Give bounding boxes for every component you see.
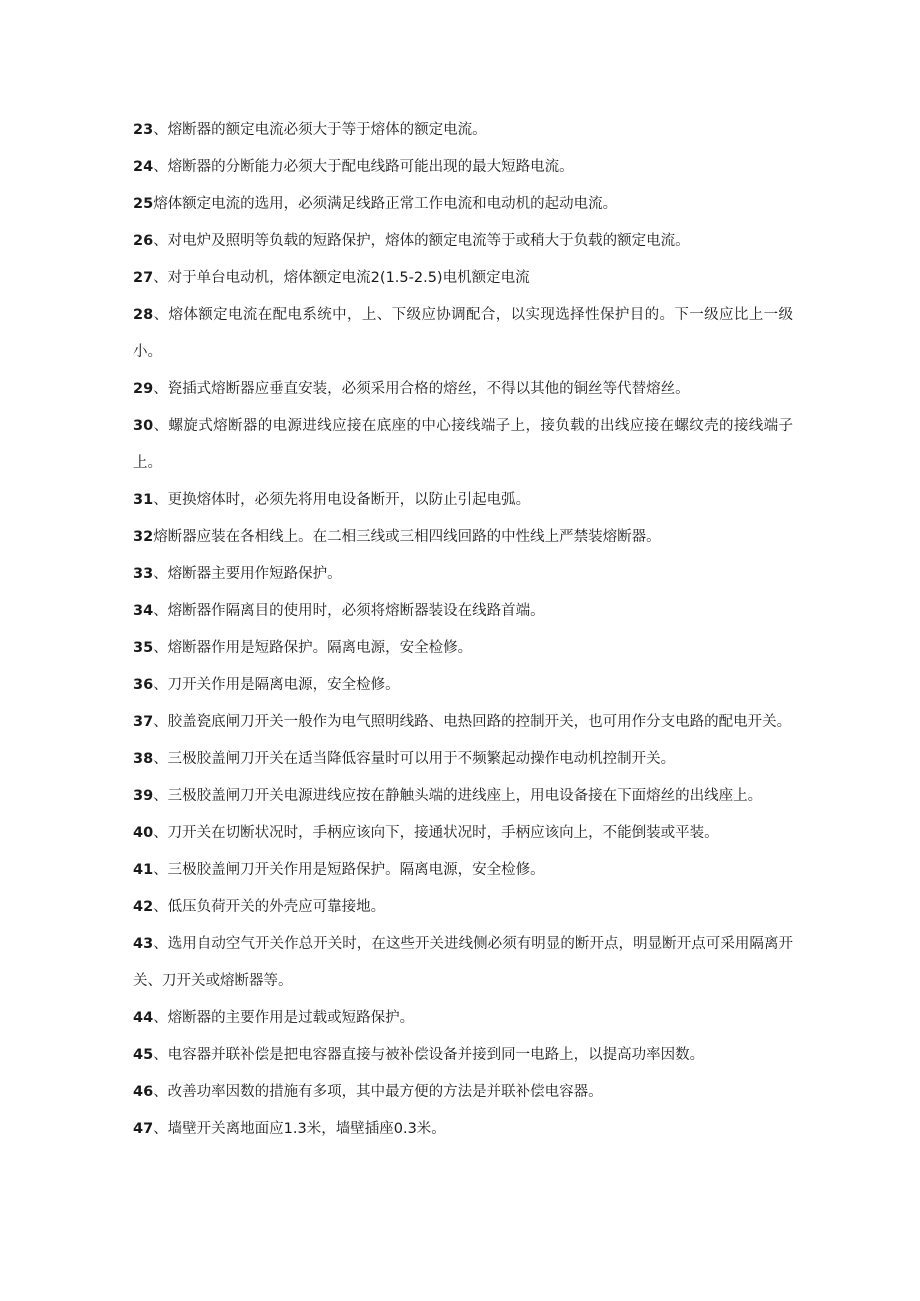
list-item: 37、胶盖瓷底闸刀开关一般作为电气照明线路、电热回路的控制开关，也可用作分支电路的配电开关。: [133, 714, 792, 730]
list-item: 35、熔断器作用是短路保护。隔离电源，安全检修。: [133, 640, 473, 656]
list-item: 24、熔断器的分断能力必须大于配电线路可能出现的最大短路电流。: [133, 159, 574, 175]
list-item: 44、熔断器的主要作用是过载或短路保护。: [133, 1010, 415, 1026]
list-item: 30、螺旋式熔断器的电源进线应接在底座的中心接线端子上，接负载的出线应接在螺纹壳的接线端子上。: [133, 418, 793, 471]
list-item: 33、熔断器主要用作短路保护。: [133, 566, 342, 582]
list-item: 36、刀开关作用是隔离电源，安全检修。: [133, 677, 400, 693]
list-item: 31、更换熔体时，必须先将用电设备断开，以防止引起电弧。: [133, 492, 531, 508]
list-item: 45、电容器并联补偿是把电容器直接与被补偿设备并接到同一电路上，以提高功率因数。: [133, 1047, 705, 1063]
list-item: 27、对于单台电动机，熔体额定电流2(1.5-2.5)电机额定电流: [133, 270, 530, 286]
list-item: 26、对电炉及照明等负载的短路保护，熔体的额定电流等于或稍大于负载的额定电流。: [133, 233, 690, 249]
list-item: 28、熔体额定电流在配电系统中，上、下级应协调配合，以实现选择性保护目的。下一级应比上一级小。: [133, 307, 793, 360]
document-body: [133, 112, 793, 1148]
list-item: 32熔断器应装在各相线上。在二相三线或三相四线回路的中性线上严禁装熔断器。: [133, 529, 661, 545]
list-item: 40、刀开关在切断状况时，手柄应该向下，接通状况时，手柄应该向上，不能倒装或平装。: [133, 825, 719, 841]
list-item: 41、三极胶盖闸刀开关作用是短路保护。隔离电源，安全检修。: [133, 862, 545, 878]
list-item: 38、三极胶盖闸刀开关在适当降低容量时可以用于不频繁起动操作电动机控制开关。: [133, 751, 676, 767]
list-item: 39、三极胶盖闸刀开关电源进线应按在静触头端的进线座上，用电设备接在下面熔丝的出线座上。: [133, 788, 763, 804]
list-item: 25熔体额定电流的选用，必须满足线路正常工作电流和电动机的起动电流。: [133, 196, 618, 212]
list-item: 34、熔断器作隔离目的使用时，必须将熔断器装设在线路首端。: [133, 603, 545, 619]
list-item: 46、改善功率因数的措施有多项，其中最方便的方法是并联补偿电容器。: [133, 1084, 603, 1100]
list-item: 29、瓷插式熔断器应垂直安装，必须采用合格的熔丝，不得以其他的铜丝等代替熔丝。: [133, 381, 690, 397]
list-item: 23、熔断器的额定电流必须大于等于熔体的额定电流。: [133, 122, 487, 138]
list-item: 43、选用自动空气开关作总开关时，在这些开关进线侧必须有明显的断开点，明显断开点可采用隔离开关、刀开关或熔断器等。: [133, 936, 793, 989]
list-item: 47、墙壁开关离地面应1.3米，墙壁插座0.3米。: [133, 1121, 446, 1137]
list-item: 42、低压负荷开关的外壳应可靠接地。: [133, 899, 386, 915]
